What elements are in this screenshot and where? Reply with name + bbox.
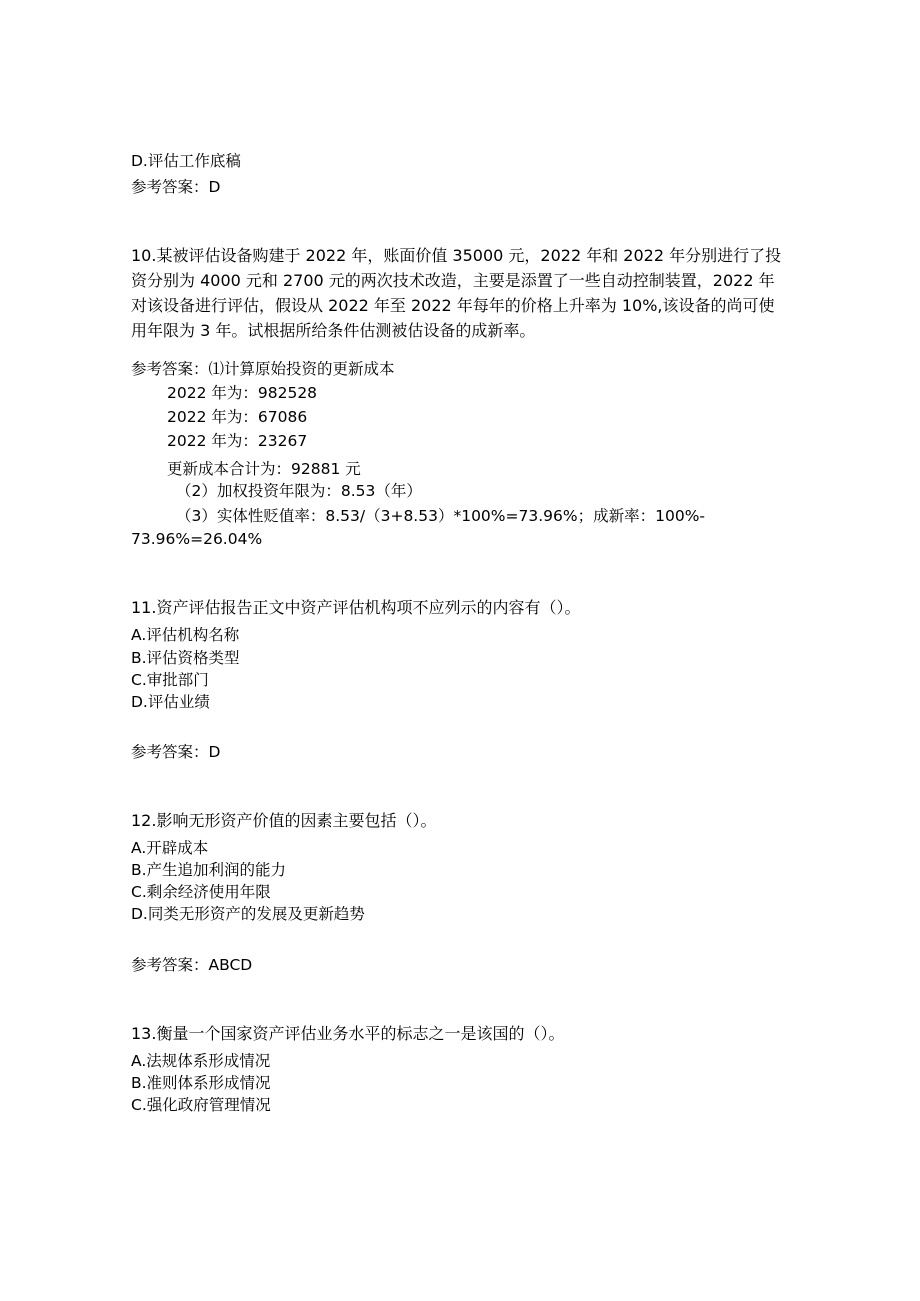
q11-option-d: D.评估业绩 [131,693,210,711]
q10-step-2: 2022 年为：67086 [167,408,308,426]
q10-total: 更新成本合计为：92881 元 [167,460,361,478]
q10-line-1: 10.某被评估设备购建于 2022 年，账面价值 35000 元，2022 年和 2022 年分别进行了投 [131,246,782,265]
q13-question: 13.衡量一个国家资产评估业务水平的标志之一是该国的（）。 [131,1024,565,1043]
q10-weighted-years: （2）加权投资年限为：8.53（年） [176,482,422,500]
q13-option-b: B.准则体系形成情况 [131,1074,271,1092]
q13-option-c: C.强化政府管理情况 [131,1096,271,1114]
q9-option-d: D.评估工作底稿 [131,152,241,170]
q10-step-3: 2022 年为：23267 [167,432,308,450]
q11-option-c: C.审批部门 [131,671,209,689]
q10-depreciation: （3）实体性贬值率：8.53/（3+8.53）*100%=73.96%；成新率：100%- [176,507,706,525]
q10-line-4: 用年限为 3 年。试根据所给条件估测被估设备的成新率。 [131,321,536,340]
q12-option-d: D.同类无形资产的发展及更新趋势 [131,905,365,923]
q11-option-a: A.评估机构名称 [131,626,240,644]
q10-line-2: 资分别为 4000 元和 2700 元的两次技术改造，主要是添置了一些自动控制装置，2022 年 [131,271,775,290]
q11-answer: 参考答案：D [131,743,221,761]
q12-question: 12.影响无形资产价值的因素主要包括（）。 [131,811,437,830]
q12-option-a: A.开辟成本 [131,839,209,857]
q12-answer: 参考答案：ABCD [131,956,253,974]
q11-question: 11.资产评估报告正文中资产评估机构项不应列示的内容有（）。 [131,598,581,617]
q10-depreciation-cont: 73.96%=26.04% [131,530,263,548]
q13-option-a: A.法规体系形成情况 [131,1052,271,1070]
q9-answer: 参考答案：D [131,178,221,196]
q12-option-b: B.产生追加利润的能力 [131,861,287,879]
q12-option-c: C.剩余经济使用年限 [131,883,271,901]
q10-line-3: 对该设备进行评估，假设从 2022 年至 2022 年每年的价格上升率为 10%,该设备的尚可使 [131,296,775,315]
q10-step-1: 2022 年为：982528 [167,384,318,402]
q11-option-b: B.评估资格类型 [131,649,240,667]
q10-answer-head: 参考答案：⑴计算原始投资的更新成本 [131,360,395,378]
